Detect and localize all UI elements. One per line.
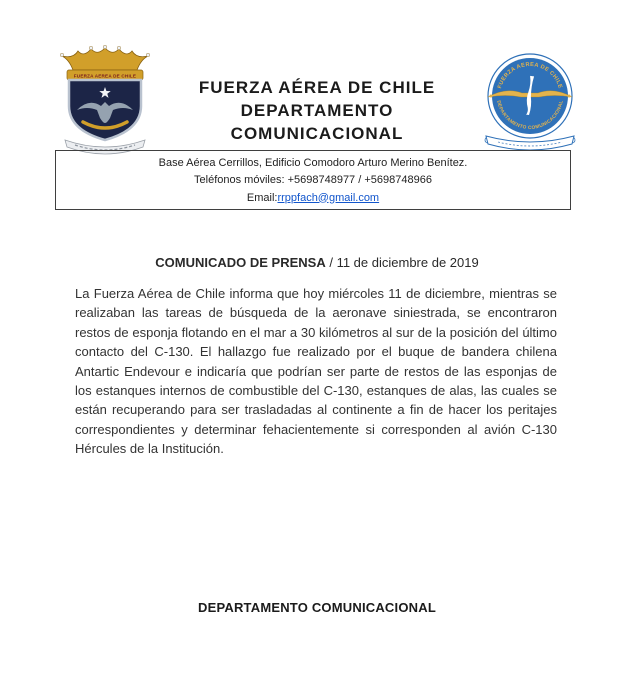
email-line	[56, 192, 570, 204]
dept-title: DEPARTAMENTO COMUNICACIONAL	[230, 101, 404, 143]
fach-coat-of-arms-logo	[57, 44, 153, 158]
phones-line: Teléfonos móviles: +5698748977 / +5698748966	[194, 174, 432, 186]
release-body: La Fuerza Aérea de Chile informa que hoy miércoles 11 de diciembre, mientras se realizaban las tareas de búsqueda de la aeronave siniestrada, se encontraron restos de esponja flotando en el mar a 30 kilómetros al sur de la posición del último contacto del C-130. El hallazgo fue realizado por el buque de bandera chilena Antartic Endevour e indicaría que podrían ser parte de restos de las esponjas de los estanques internos de combustible del C-130, estanques de alas, las cuales se están recuperando para ser trasladadas al continente a fin de hacer los peritajes correspondientes y determinar fehacientemente si corresponden al avión C-130 Hércules de la Institución.	[75, 286, 557, 457]
emblem-banner-text: FUERZA AEREA DE CHILE	[73, 73, 137, 79]
seal-dot-left	[490, 95, 493, 98]
seal-dot-right	[568, 95, 571, 98]
release-title: COMUNICADO DE PRENSA	[155, 255, 326, 270]
email-link[interactable]: rrppfach@gmail.com	[277, 191, 380, 204]
emblem-banner	[67, 70, 143, 80]
seal-text-top: FUERZA AEREA DE CHILE	[497, 61, 563, 90]
contact-info-box	[55, 150, 571, 210]
seal-text-bottom: DEPARTAMENTO COMUNICACIONAL	[495, 100, 565, 132]
crown-icon	[60, 45, 150, 70]
org-title: FUERZA AÉREA DE CHILE	[198, 78, 436, 97]
address-line: Base Aérea Cerrillos, Edificio Comodoro Arturo Merino Benítez.	[158, 156, 468, 169]
release-date: / 11 de diciembre de 2019	[325, 255, 479, 270]
email-label: Email:	[246, 191, 278, 204]
document-header	[158, 76, 476, 145]
press-release-title-line	[0, 255, 634, 270]
footer-department: DEPARTAMENTO COMUNICACIONAL	[198, 600, 436, 615]
department-seal-logo	[476, 52, 584, 154]
